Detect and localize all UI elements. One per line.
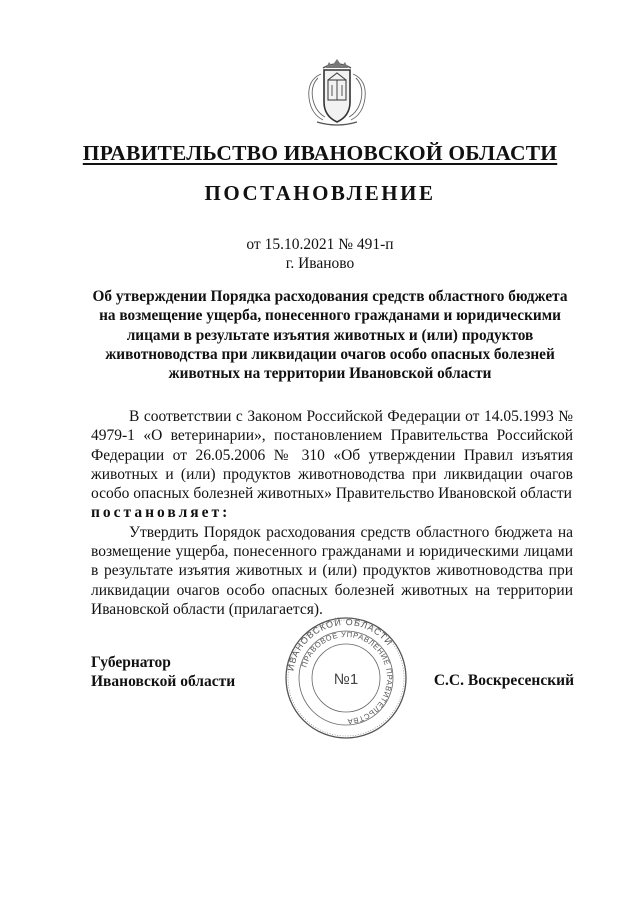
date-and-number: [0, 235, 640, 273]
preamble-paragraph: В соответствии с Законом Российской Федерации от 14.05.1993 № 4979-1 «О ветеринарии», постановлением Правительства Российской Федерации от 26.05.2006 № 310 «Об утверждении Правил изъятия животных и (или) продуктов животноводства при ликвидации очагов особо опасных болезней животных» Правительство Ивановской области: [91, 408, 573, 503]
resolution-paragraph: Утвердить Порядок расходования средств областного бюджета на возмещение ущерба, понесенного гражданами и юридическими лицами в результате изъятия животных и (или) продуктов животноводства при ликвидации очагов особо опасных болезней животных на территории Ивановской области (прилагается).: [91, 523, 573, 618]
signer-title-line: Губернатор: [91, 654, 171, 671]
subject-line: животноводства при ликвидации очагов особо опасных болезней: [105, 345, 555, 363]
resolves-word: постановляет:: [91, 504, 231, 522]
signer-title-line: Ивановской области: [91, 673, 236, 690]
coat-of-arms-icon: [299, 56, 375, 128]
seal-outer-text: ИВАНОВСКОЙ ОБЛАСТИ: [285, 616, 395, 672]
seal-inner-text: ПРАВОВОЕ УПРАВЛЕНИЕ ПРАВИТЕЛЬСТВА: [299, 629, 395, 727]
subject-line: животных на территории Ивановской области: [168, 365, 492, 383]
organization-title: ПРАВИТЕЛЬСТВО ИВАНОВСКОЙ ОБЛАСТИ: [82, 141, 558, 165]
signer-title: [91, 653, 235, 691]
date-number-line: от 15.10.2021 № 491-п: [246, 236, 394, 253]
signer-name: С.С. Воскресенский: [433, 672, 574, 689]
subject-line: Об утверждении Порядка расходования средств областного бюджета: [92, 288, 568, 305]
document-subject: [80, 287, 580, 383]
document-type: ПОСТАНОВЛЕНИЕ: [204, 181, 436, 205]
document-body: [91, 407, 573, 619]
subject-line: на возмещение ущерба, понесенного гражданами и юридическими: [99, 307, 561, 325]
official-seal-stamp: [283, 616, 409, 740]
subject-line: лицами в результате изъятия животных и (или) продуктов: [126, 326, 534, 344]
seal-number: №1: [333, 671, 359, 688]
city-line: г. Иваново: [285, 255, 355, 272]
